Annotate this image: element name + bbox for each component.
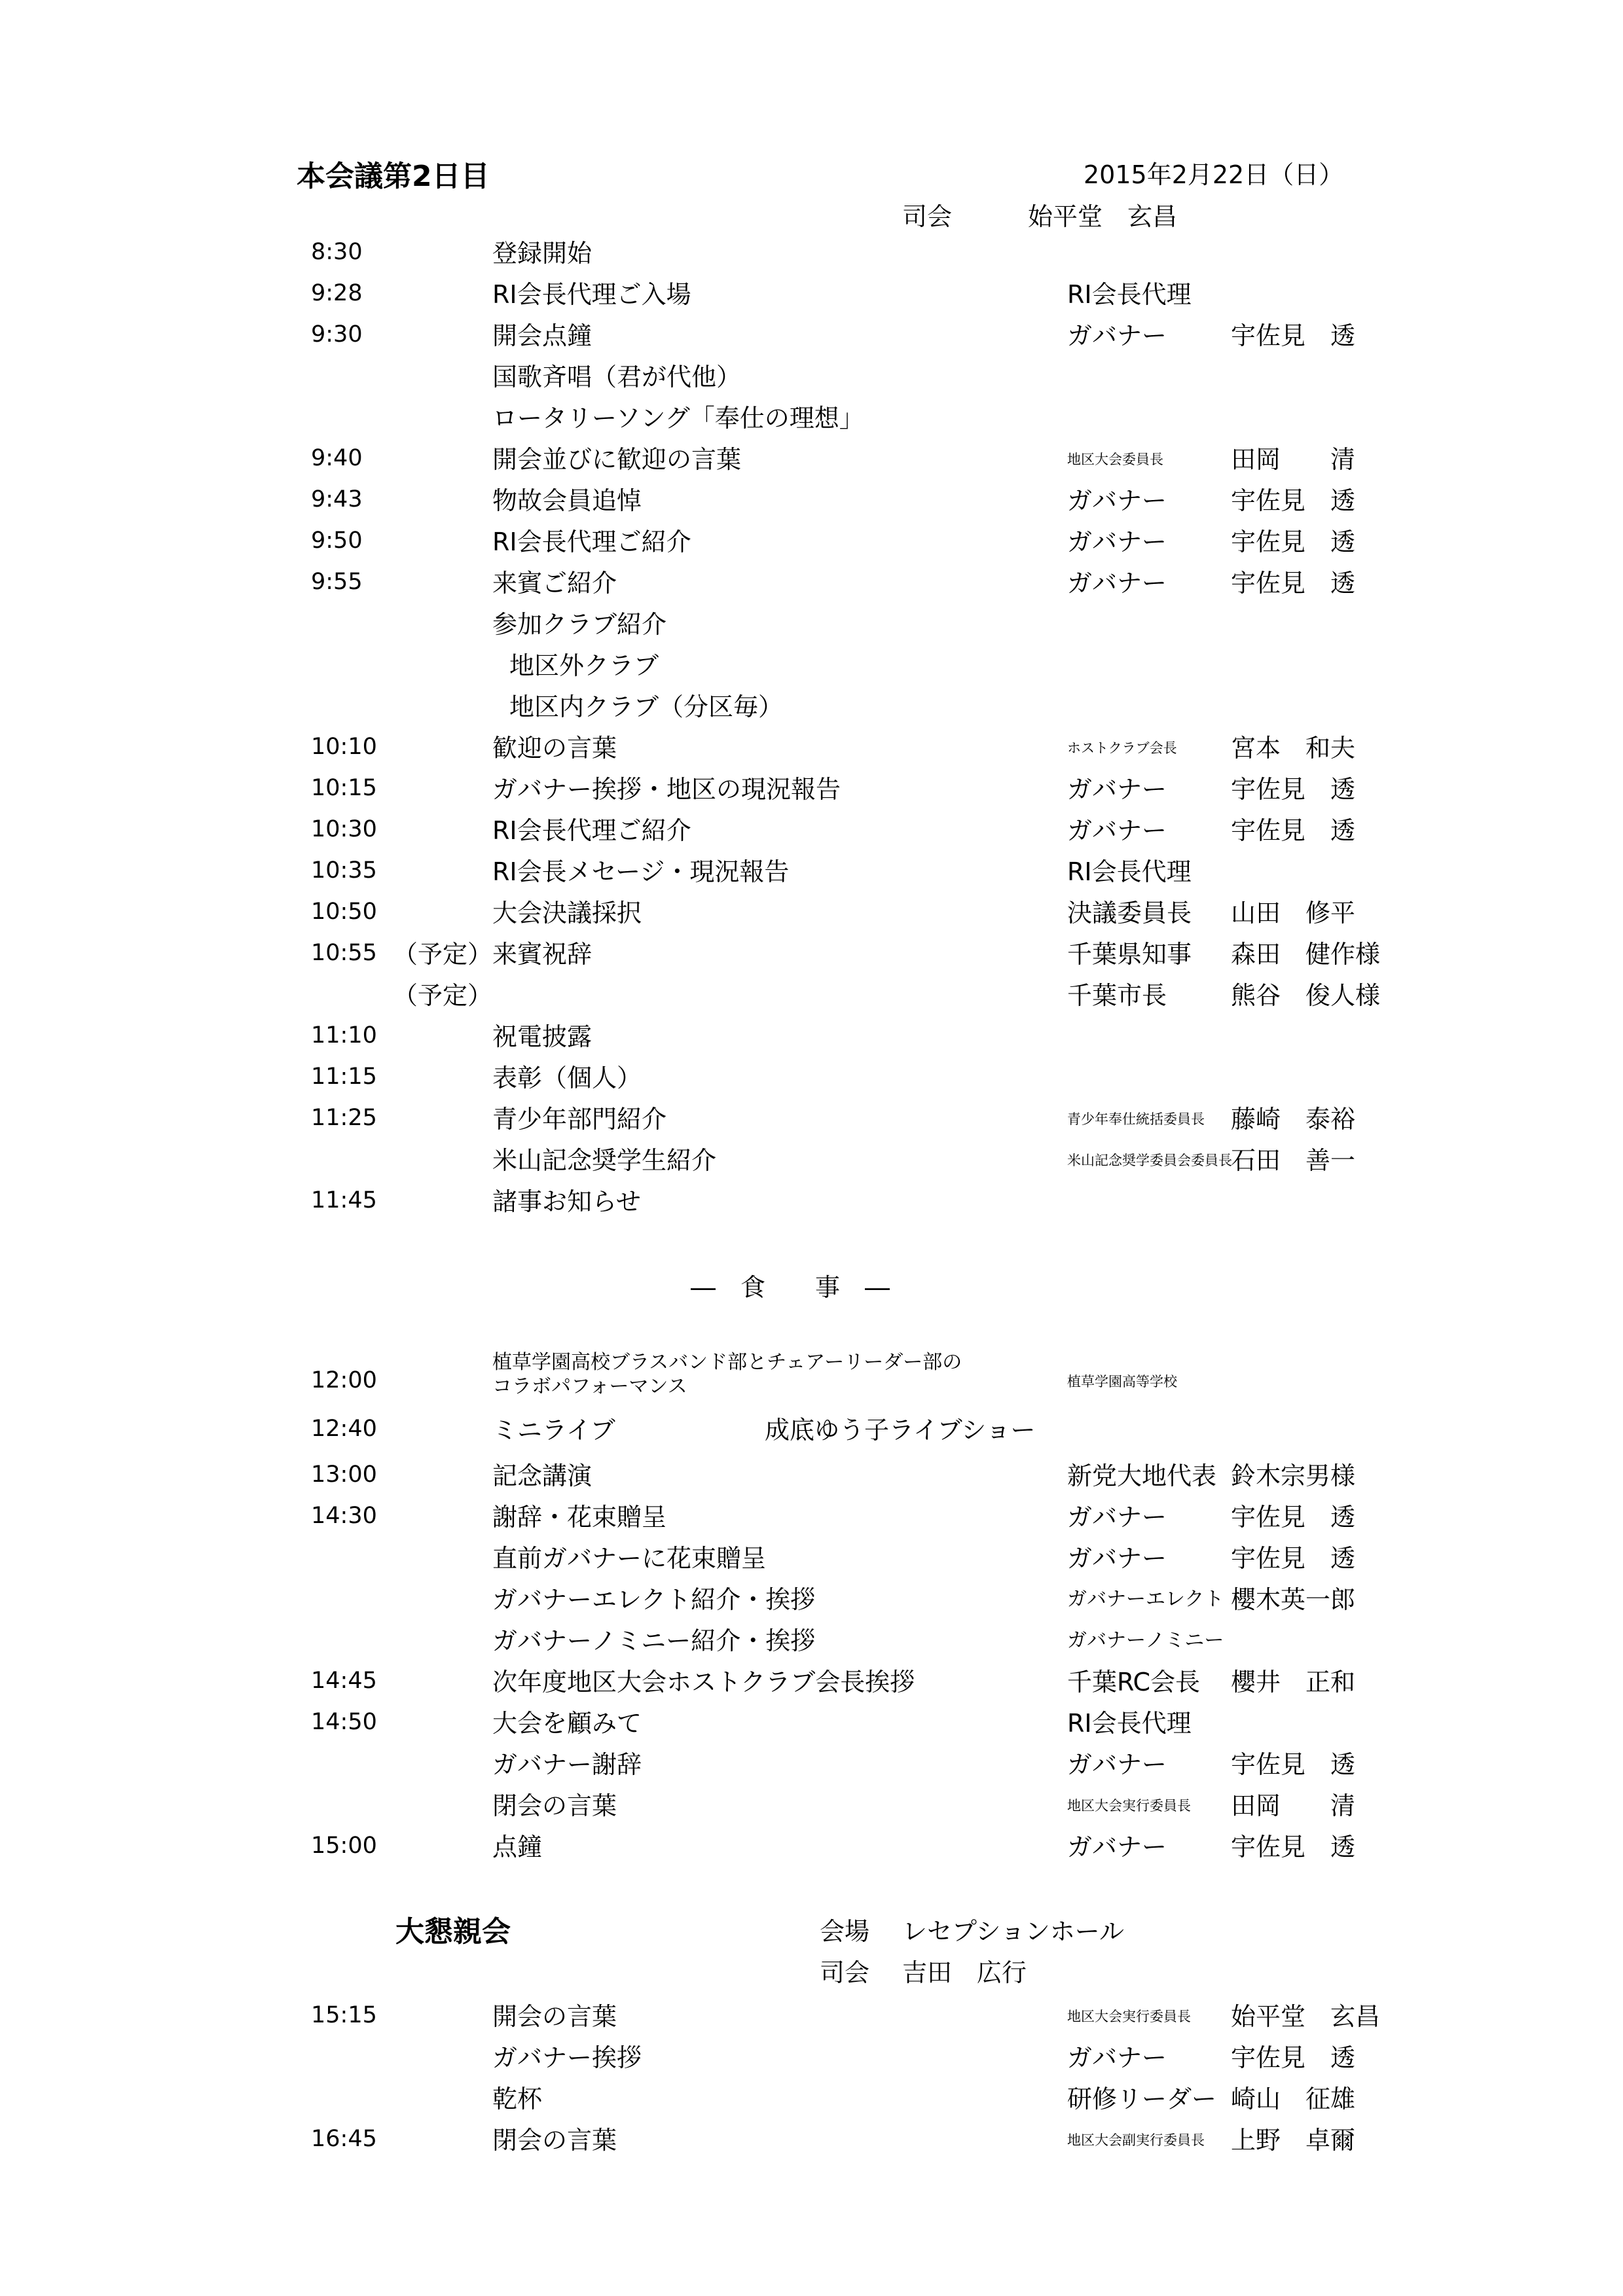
- row-program: 乾杯: [492, 2085, 543, 2113]
- row-role: ガバナー: [1067, 775, 1167, 804]
- row-person: 田岡 清: [1231, 445, 1356, 474]
- row-time: 15:00: [311, 1833, 377, 1859]
- row-program: 国歌斉唱（君が代他）: [492, 363, 742, 391]
- row-role: 地区大会実行委員長: [1067, 1798, 1191, 1814]
- row-program: 植草学園高校ブラスバンド部とチェアーリーダー部の: [492, 1351, 962, 1374]
- meal-divider: ― 食 事 ―: [691, 1273, 890, 1302]
- row-program: RI会長代理ご紹介: [492, 528, 691, 556]
- afternoon-row: [0, 1711, 1623, 1750]
- row-program: 物故会員追悼: [492, 486, 642, 515]
- afternoon-row: [0, 1418, 1623, 1457]
- row-time: 14:45: [311, 1668, 377, 1694]
- row-person: 始平堂 玄昌: [1231, 2002, 1381, 2031]
- afternoon-row: [0, 1670, 1623, 1709]
- row-person: 宇佐見 透: [1231, 528, 1356, 556]
- reception-row: [0, 2004, 1623, 2043]
- row-time: 11:15: [311, 1064, 377, 1090]
- row-role: 決議委員長: [1067, 899, 1192, 927]
- afternoon-row: [0, 1351, 1623, 1408]
- schedule-row: [0, 859, 1623, 899]
- row-person: 山田 修平: [1231, 899, 1356, 927]
- afternoon-row: [0, 1546, 1623, 1585]
- row-person: 櫻井 正和: [1231, 1668, 1356, 1696]
- row-program: 米山記念奨学生紹介: [492, 1146, 717, 1175]
- row-program: 青少年部門紹介: [492, 1105, 667, 1134]
- schedule-row: [0, 529, 1623, 569]
- row-person: 藤崎 泰裕: [1231, 1105, 1356, 1134]
- schedule-row: [0, 694, 1623, 734]
- row-role: ガバナー: [1067, 1750, 1167, 1779]
- row-time: 9:30: [311, 321, 363, 348]
- row-time: 14:50: [311, 1709, 377, 1735]
- row-program: 祝電披露: [492, 1022, 593, 1051]
- schedule-row: [0, 282, 1623, 321]
- row-role: ガバナー: [1067, 528, 1167, 556]
- row-role: ガバナー: [1067, 486, 1167, 515]
- row-program: 記念講演: [492, 1462, 593, 1490]
- row-role: ガバナーエレクト: [1067, 1588, 1224, 1611]
- row-person: 鈴木宗男様: [1231, 1462, 1356, 1490]
- row-role: RI会長代理: [1067, 857, 1192, 886]
- venue-name: レセプションホール: [902, 1917, 1124, 1946]
- row-person: 上野 卓爾: [1231, 2126, 1356, 2155]
- row-person: 田岡 清: [1231, 1791, 1356, 1820]
- row-program: 開会の言葉: [492, 2002, 617, 2031]
- row-role: 地区大会委員長: [1067, 452, 1163, 467]
- row-role: ガバナー: [1067, 2043, 1167, 2072]
- row-program: ガバナーノミニー紹介・挨拶: [492, 1626, 816, 1655]
- row-role: ガバナー: [1067, 321, 1167, 350]
- row-role: 千葉市長: [1067, 981, 1167, 1010]
- row-time: 9:43: [311, 486, 363, 512]
- row-time: 10:35: [311, 857, 377, 884]
- row-time: 9:40: [311, 445, 363, 471]
- schedule-row: [0, 365, 1623, 404]
- row-role: 研修リーダー: [1067, 2085, 1217, 2113]
- row-time: 11:25: [311, 1105, 377, 1131]
- afternoon-row: [0, 1752, 1623, 1791]
- event-date: 2015年2月22日（日）: [1084, 160, 1344, 189]
- row-person: 宇佐見 透: [1231, 1750, 1356, 1779]
- row-person: 宇佐見 透: [1231, 1544, 1356, 1573]
- schedule-row: [0, 1024, 1623, 1064]
- row-time: 10:55: [311, 940, 377, 966]
- schedule-row: [0, 447, 1623, 486]
- row-person: 宇佐見 透: [1231, 816, 1356, 845]
- schedule-row: [0, 983, 1623, 1022]
- schedule-row: [0, 1148, 1623, 1187]
- schedule-row: [0, 653, 1623, 692]
- row-role: RI会長代理: [1067, 1709, 1192, 1738]
- schedule-row: [0, 818, 1623, 857]
- row-person: 宇佐見 透: [1231, 1503, 1356, 1532]
- schedule-row: [0, 323, 1623, 363]
- row-person: 宇佐見 透: [1231, 569, 1356, 598]
- row-program: ガバナー挨拶: [492, 2043, 642, 2072]
- reception-mc-name: 吉田 広行: [902, 1958, 1027, 1987]
- row-program: 表彰（個人）: [492, 1064, 642, 1092]
- afternoon-row: [0, 1463, 1623, 1503]
- row-time: 10:15: [311, 775, 377, 801]
- row-program: 地区外クラブ: [509, 651, 659, 680]
- row-role: 地区大会副実行委員長: [1067, 2132, 1205, 2148]
- row-person: 熊谷 俊人様: [1231, 981, 1381, 1010]
- schedule-row: [0, 612, 1623, 651]
- row-role: ガバナー: [1067, 1503, 1167, 1532]
- row-program: 閉会の言葉: [492, 2126, 617, 2155]
- row-time: 10:10: [311, 734, 377, 760]
- schedule-row: [0, 571, 1623, 610]
- row-program: ガバナーエレクト紹介・挨拶: [492, 1585, 816, 1614]
- row-role: ガバナー: [1067, 816, 1167, 845]
- row-program: ガバナー謝辞: [492, 1750, 642, 1779]
- reception-row: [0, 2128, 1623, 2167]
- row-program-line2: コラボパフォーマンス: [492, 1375, 687, 1398]
- row-program: 閉会の言葉: [492, 1791, 617, 1820]
- row-performer: 成底ゆう子ライブショー: [765, 1416, 1036, 1444]
- row-role: ガバナー: [1067, 1544, 1167, 1573]
- row-person: 森田 健作様: [1231, 940, 1381, 969]
- row-role: ホストクラブ会長: [1067, 740, 1177, 756]
- schedule-row: [0, 406, 1623, 445]
- afternoon-row: [0, 1793, 1623, 1833]
- row-role: 千葉県知事: [1067, 940, 1192, 969]
- schedule-row: [0, 942, 1623, 981]
- row-time: 10:30: [311, 816, 377, 842]
- row-role: ガバナー: [1067, 1833, 1167, 1861]
- afternoon-row: [0, 1835, 1623, 1874]
- reception-row: [0, 2045, 1623, 2085]
- row-program: 歓迎の言葉: [492, 734, 617, 762]
- row-person: 宇佐見 透: [1231, 2043, 1356, 2072]
- row-time: 8:30: [311, 239, 363, 265]
- schedule-row: [0, 488, 1623, 528]
- mc-label: 司会: [902, 202, 953, 231]
- row-role: 地区大会実行委員長: [1067, 2009, 1191, 2024]
- row-role: 植草学園高等学校: [1067, 1374, 1177, 1390]
- row-role: 新党大地代表: [1067, 1462, 1217, 1490]
- row-person: 崎山 征雄: [1231, 2085, 1356, 2113]
- row-program: RI会長代理ご紹介: [492, 816, 691, 845]
- row-program: 点鐘: [492, 1833, 543, 1861]
- row-role: 米山記念奨学委員会委員長: [1067, 1153, 1232, 1168]
- row-program: 諸事お知らせ: [492, 1187, 641, 1216]
- row-role: ガバナー: [1067, 569, 1167, 598]
- row-person: 宇佐見 透: [1231, 321, 1356, 350]
- row-person: 宇佐見 透: [1231, 1833, 1356, 1861]
- row-program: 開会点鐘: [492, 321, 593, 350]
- row-program: 次年度地区大会ホストクラブ会長挨拶: [492, 1668, 915, 1696]
- row-role: ガバナーノミニー: [1067, 1629, 1224, 1652]
- row-time: 9:50: [311, 528, 363, 554]
- reception-row: [0, 2087, 1623, 2126]
- row-note: （予定）: [393, 940, 493, 969]
- row-program: 来賓ご紹介: [492, 569, 617, 598]
- row-person: 宮本 和夫: [1231, 734, 1356, 762]
- row-time: 12:00: [311, 1367, 377, 1393]
- row-program: ロータリーソング「奉仕の理想」: [492, 404, 864, 433]
- row-time: 9:55: [311, 569, 363, 595]
- row-time: 11:10: [311, 1022, 377, 1049]
- row-time: 14:30: [311, 1503, 377, 1529]
- schedule-row: [0, 1066, 1623, 1105]
- row-role: 千葉RC会長: [1067, 1668, 1201, 1696]
- row-role: RI会長代理: [1067, 280, 1192, 309]
- row-time: 11:45: [311, 1187, 377, 1213]
- afternoon-row: [0, 1628, 1623, 1668]
- schedule-row: [0, 736, 1623, 775]
- row-program: 参加クラブ紹介: [492, 610, 667, 639]
- row-program: 大会決議採択: [492, 899, 642, 927]
- page-title: 本会議第2日目: [297, 160, 490, 193]
- schedule-row: [0, 901, 1623, 940]
- row-program: ミニライブ: [492, 1416, 615, 1444]
- mc-name: 始平堂 玄昌: [1028, 202, 1178, 231]
- reception-title: 大懇親会: [395, 1915, 511, 1948]
- row-program: ガバナー挨拶・地区の現況報告: [492, 775, 841, 804]
- row-program: 登録開始: [492, 239, 593, 268]
- row-time: 13:00: [311, 1462, 377, 1488]
- schedule-row: [0, 1107, 1623, 1146]
- row-person: 石田 善一: [1231, 1146, 1356, 1175]
- row-person: 櫻木英一郎: [1231, 1585, 1356, 1614]
- afternoon-row: [0, 1587, 1623, 1626]
- schedule-row: [0, 1189, 1623, 1229]
- row-time: 16:45: [311, 2126, 377, 2152]
- row-program: 開会並びに歓迎の言葉: [492, 445, 742, 474]
- row-role: 青少年奉仕統括委員長: [1067, 1111, 1205, 1127]
- afternoon-row: [0, 1505, 1623, 1544]
- row-time: 10:50: [311, 899, 377, 925]
- row-program: 来賓祝辞: [492, 940, 593, 969]
- row-program: 直前ガバナーに花束贈呈: [492, 1544, 767, 1573]
- row-person: 宇佐見 透: [1231, 775, 1356, 804]
- row-program: RI会長代理ご入場: [492, 280, 691, 309]
- row-note: （予定）: [393, 981, 493, 1010]
- reception-mc-label: 司会: [820, 1958, 870, 1987]
- row-person: 宇佐見 透: [1231, 486, 1356, 515]
- schedule-row: [0, 777, 1623, 816]
- row-time: 9:28: [311, 280, 363, 306]
- row-time: 12:40: [311, 1416, 377, 1442]
- venue-label: 会場: [820, 1917, 870, 1946]
- row-program: RI会長メセージ・現況報告: [492, 857, 790, 886]
- schedule-row: [0, 241, 1623, 280]
- row-program: 大会を顧みて: [492, 1709, 642, 1738]
- row-time: 15:15: [311, 2002, 377, 2028]
- row-program: 謝辞・花束贈呈: [492, 1503, 667, 1532]
- row-program: 地区内クラブ（分区毎）: [509, 692, 784, 721]
